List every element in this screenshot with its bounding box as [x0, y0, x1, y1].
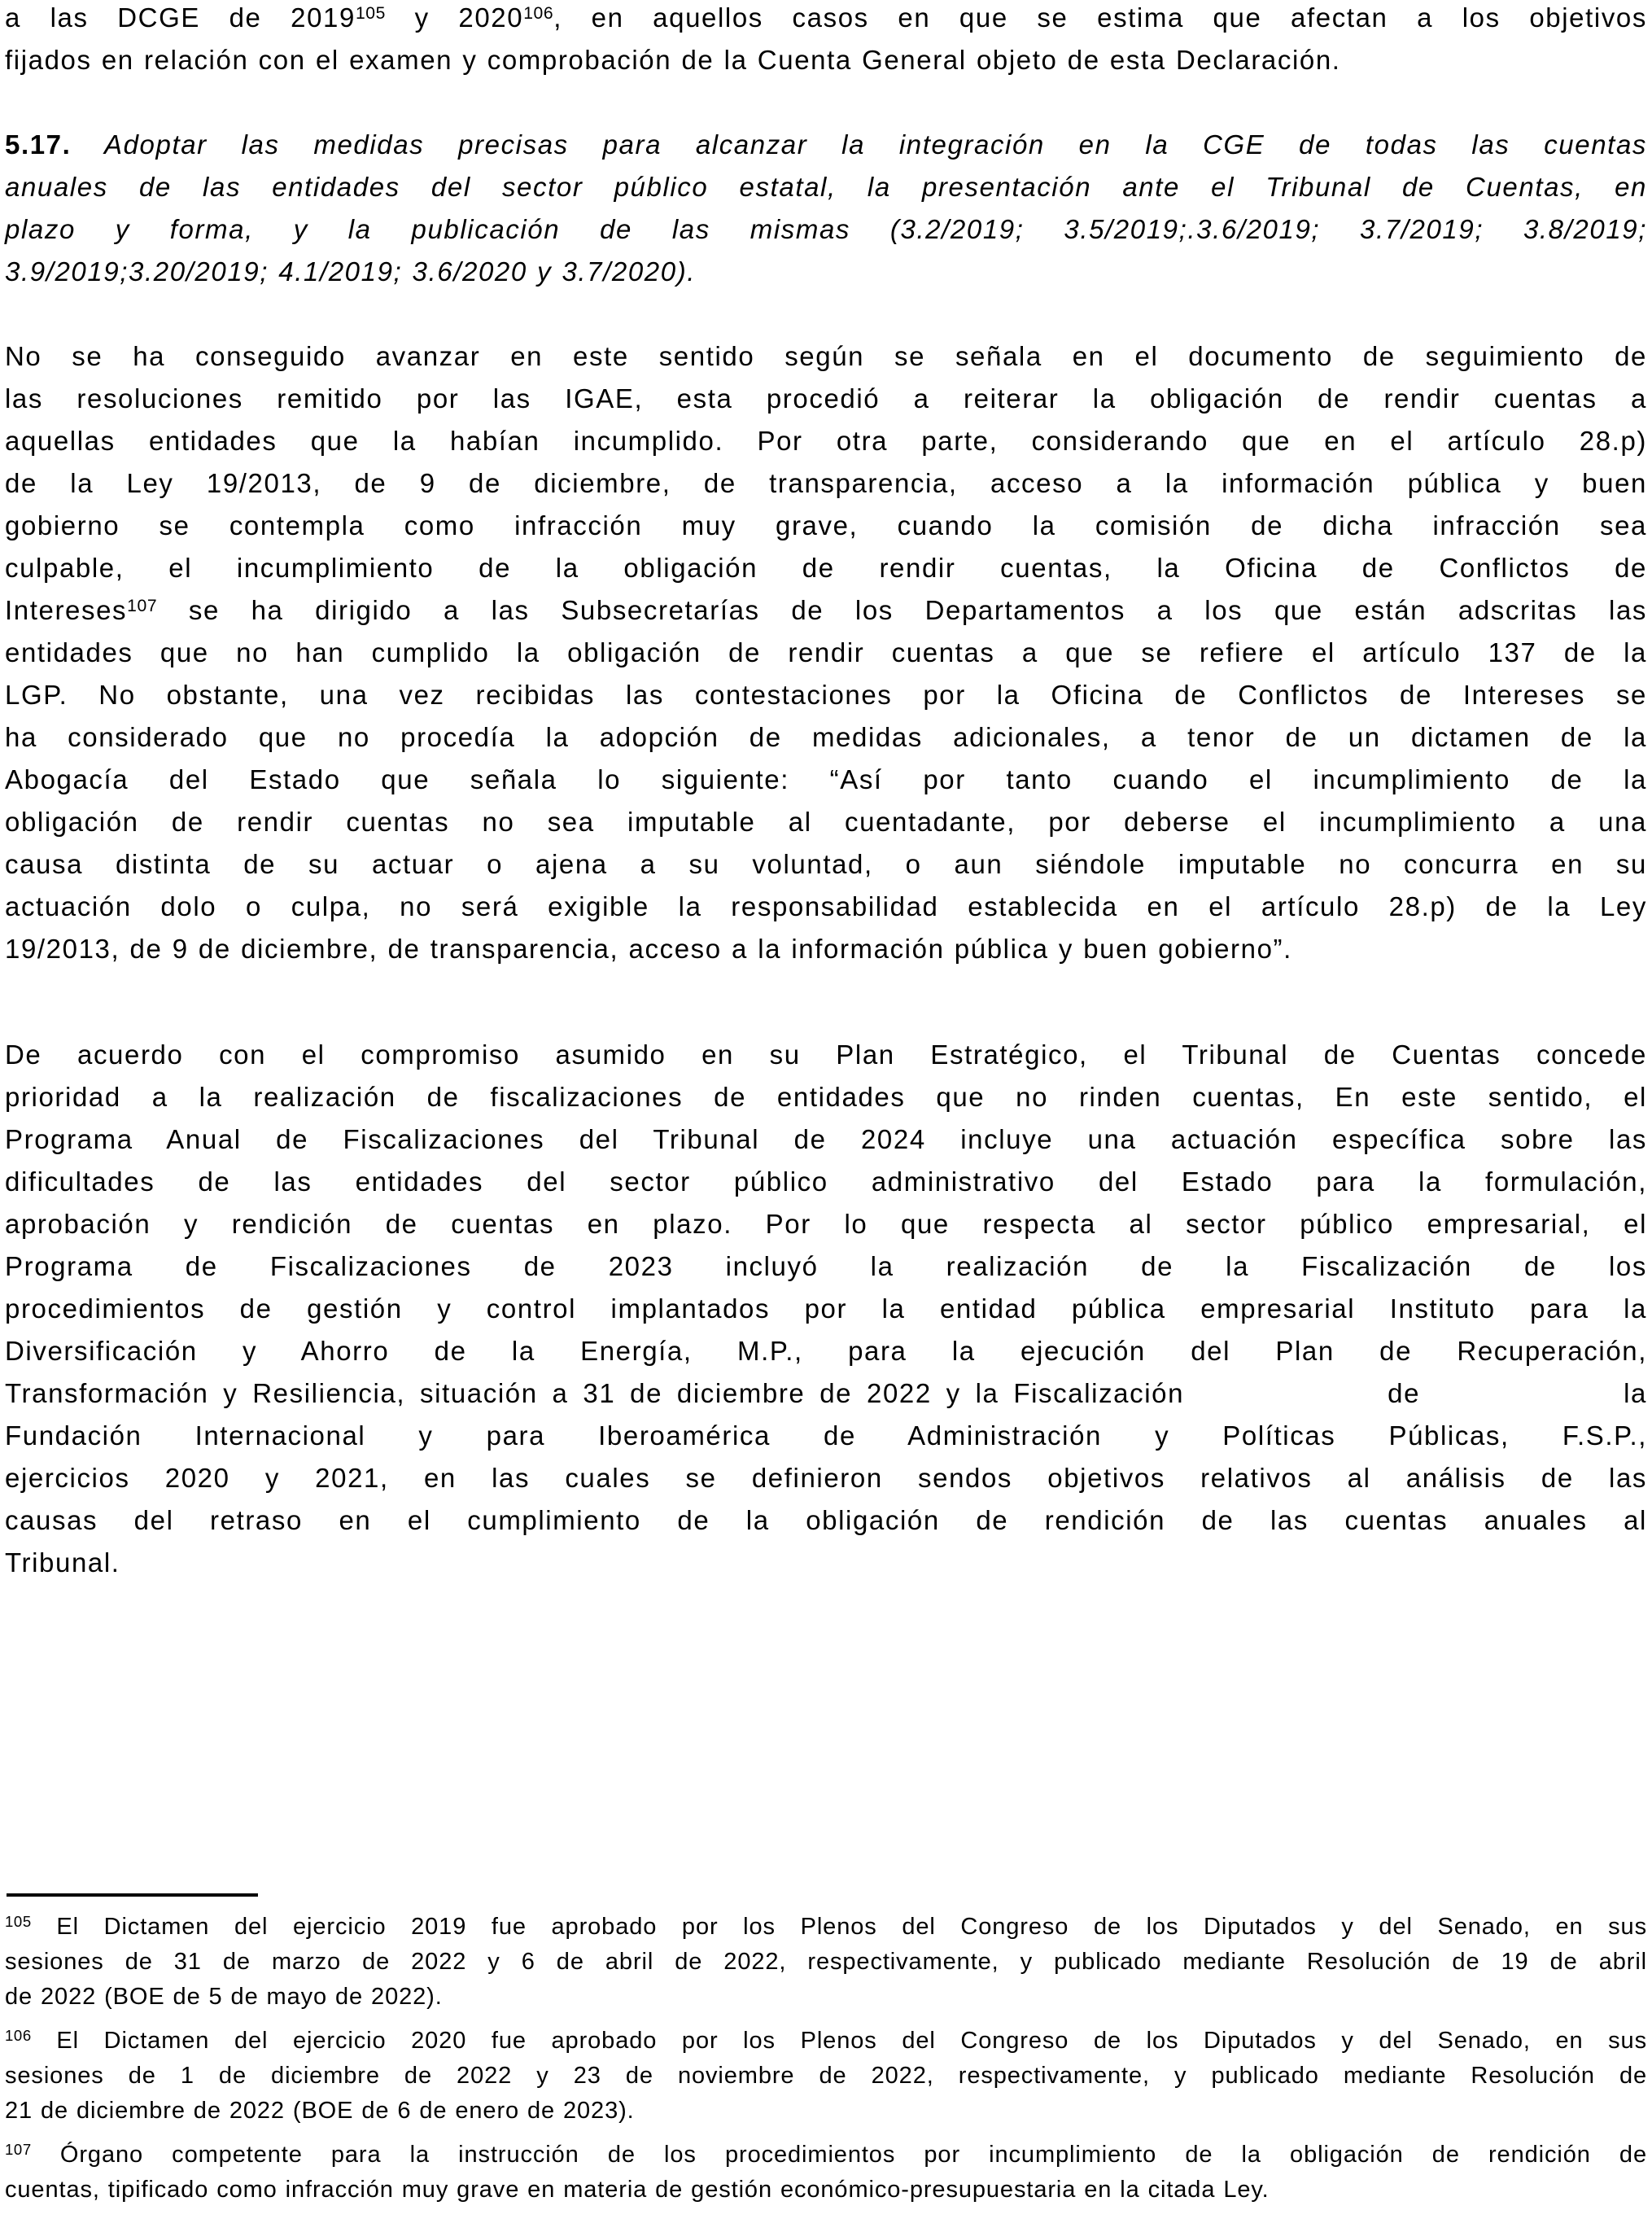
text-line — [5, 1288, 1647, 1330]
text-line — [5, 843, 1647, 886]
text-segment: Órgano competente para la instrucción de los procedimientos por incumplimiento de la obligación de rendición de — [31, 2142, 1647, 2168]
text-segment: Transformación y Resiliencia, situación a 31 de diciembre de 2022 y la Fiscalización de la — [5, 1378, 1647, 1408]
text-segment: 21 de diciembre de 2022 (BOE de 6 de enero de 2023). — [5, 2098, 635, 2124]
text-segment: LGP. No obstante, una vez recibidas las contestaciones por la Oficina de Conflictos de Intereses se — [5, 680, 1647, 710]
text-line — [5, 2094, 1647, 2129]
footnote-reference: 107 — [127, 596, 158, 615]
footnote-107 — [5, 2138, 1647, 2208]
paragraph-p2 — [5, 124, 1647, 293]
text-line — [5, 0, 1647, 39]
text-line — [5, 632, 1647, 674]
text-line — [5, 759, 1647, 801]
text-line — [5, 378, 1647, 420]
text-line — [5, 1372, 1647, 1415]
footnotes-section — [5, 1893, 1647, 2208]
text-line — [5, 1076, 1647, 1118]
text-segment: El Dictamen del ejercicio 2019 fue aprobado por los Plenos del Congreso de los Diputados y del Senado, en sus — [31, 1914, 1647, 1940]
text-segment: El Dictamen del ejercicio 2020 fue aprobado por los Plenos del Congreso de los Diputados y del Senado, en sus — [31, 2028, 1647, 2054]
text-segment: entidades que no han cumplido la obligación de rendir cuentas a que se refiere el artículo 137 de la — [5, 637, 1647, 667]
text-line — [5, 589, 1647, 632]
text-line — [5, 1910, 1647, 1945]
text-line — [5, 886, 1647, 928]
text-line — [5, 2138, 1647, 2173]
body-text — [5, 0, 1647, 1584]
text-segment: cuentas, tipificado como infracción muy grave en materia de gestión económico-presupuestaria en la citada Ley. — [5, 2177, 1270, 2203]
text-segment: Adoptar las medidas precisas para alcanzar la integración en la CGE de todas las cuentas — [71, 129, 1647, 160]
text-segment: Programa de Fiscalizaciones de 2023 incluyó la realización de la Fiscalización de los — [5, 1251, 1647, 1281]
text-line — [5, 124, 1647, 166]
paragraph-p1 — [5, 0, 1647, 81]
text-segment: Tribunal. — [5, 1547, 120, 1578]
text-segment: Intereses — [5, 595, 128, 625]
text-line — [5, 505, 1647, 547]
text-line — [5, 1161, 1647, 1203]
text-line — [5, 420, 1647, 462]
text-line — [5, 251, 1647, 293]
text-segment: Programa Anual de Fiscalizaciones del Tribunal de 2024 incluye una actuación específica sobre las — [5, 1124, 1647, 1154]
text-line — [5, 1457, 1647, 1499]
text-line — [5, 1499, 1647, 1542]
text-segment: 3.9/2019;3.20/2019; 4.1/2019; 3.6/2020 y 3.7/2020). — [5, 256, 697, 287]
text-segment: Fundación Internacional y para Iberoamérica de Administración y Políticas Públicas, F.S.P., — [5, 1420, 1647, 1451]
text-line — [5, 801, 1647, 843]
text-line — [5, 1118, 1647, 1161]
text-line — [5, 39, 1647, 81]
text-segment: sesiones de 1 de diciembre de 2022 y 23 de noviembre de 2022, respectivamente, y publicado mediante Resolución de — [5, 2063, 1647, 2089]
text-segment: de la Ley 19/2013, de 9 de diciembre, de transparencia, acceso a la información pública y buen — [5, 468, 1647, 498]
text-segment: causa distinta de su actuar o ajena a su voluntad, o aun siéndole imputable no concurra en su — [5, 849, 1647, 879]
text-segment: dificultades de las entidades del sector público administrativo del Estado para la formulación, — [5, 1166, 1647, 1197]
text-segment: culpable, el incumplimiento de la obligación de rendir cuentas, la Oficina de Conflictos de — [5, 553, 1647, 583]
text-segment: aprobación y rendición de cuentas en plazo. Por lo que respecta al sector público empresarial, el — [5, 1209, 1647, 1239]
paragraph-p4 — [5, 1034, 1647, 1584]
text-segment: y 2020 — [385, 2, 524, 33]
text-line — [5, 1542, 1647, 1584]
text-segment: De acuerdo con el compromiso asumido en su Plan Estratégico, el Tribunal de Cuentas concede — [5, 1039, 1647, 1070]
text-line — [5, 208, 1647, 251]
text-segment: obligación de rendir cuentas no sea imputable al cuentadante, por deberse el incumplimiento a una — [5, 807, 1647, 837]
text-segment: anuales de las entidades del sector público estatal, la presentación ante el Tribunal de Cuentas, en — [5, 172, 1647, 202]
text-segment: las resoluciones remitido por las IGAE, esta procedió a reiterar la obligación de rendir cuentas a — [5, 383, 1647, 414]
footnote-number: 106 — [5, 2027, 32, 2045]
text-segment: procedimientos de gestión y control implantados por la entidad pública empresarial Instituto para la — [5, 1293, 1647, 1324]
text-line — [5, 462, 1647, 505]
text-segment: Abogacía del Estado que señala lo siguiente: “Así por tanto cuando el incumplimiento de la — [5, 764, 1647, 794]
text-line — [5, 1415, 1647, 1457]
text-line — [5, 1245, 1647, 1288]
text-line — [5, 2173, 1647, 2208]
text-segment: plazo y forma, y la publicación de las mismas (3.2/2019; 3.5/2019;.3.6/2019; 3.7/2019; 3.8/2019; — [5, 214, 1647, 244]
text-segment: 19/2013, de 9 de diciembre, de transparencia, acceso a la información pública y buen gobierno”. — [5, 934, 1292, 964]
text-segment: se ha dirigido a las Subsecretarías de los Departamentos a los que están adscritas las — [157, 595, 1647, 625]
text-segment: actuación dolo o culpa, no será exigible la responsabilidad establecida en el artículo 28.p) de la Ley — [5, 891, 1647, 921]
text-segment: de 2022 (BOE de 5 de mayo de 2022). — [5, 1984, 443, 2010]
text-segment: aquellas entidades que la habían incumplido. Por otra parte, considerando que en el artículo 28.p) — [5, 426, 1647, 456]
text-segment: Diversificación y Ahorro de la Energía, M.P., para la ejecución del Plan de Recuperación, — [5, 1336, 1647, 1366]
text-line — [5, 166, 1647, 208]
paragraph-p3 — [5, 335, 1647, 970]
text-segment: causas del retraso en el cumplimiento de la obligación de rendición de las cuentas anuales al — [5, 1505, 1647, 1535]
text-segment: prioridad a la realización de fiscalizaciones de entidades que no rinden cuentas, En este sentido, el — [5, 1082, 1647, 1112]
text-line — [5, 928, 1647, 970]
text-segment: fijados en relación con el examen y comprobación de la Cuenta General objeto de esta Declaración. — [5, 45, 1341, 75]
text-line — [5, 547, 1647, 589]
text-line — [5, 335, 1647, 378]
footnote-number: 107 — [5, 2141, 32, 2159]
text-segment: ha considerado que no procedía la adopción de medidas adicionales, a tenor de un dictamen de la — [5, 722, 1647, 752]
footnote-reference: 105 — [355, 3, 386, 23]
text-line — [5, 1203, 1647, 1245]
footnote-106 — [5, 2024, 1647, 2129]
text-segment: 5.17. — [5, 129, 72, 160]
footnote-number: 105 — [5, 1913, 32, 1931]
text-segment: sesiones de 31 de marzo de 2022 y 6 de abril de 2022, respectivamente, y publicado mediante Resolución de 19 de abril — [5, 1949, 1647, 1975]
text-line — [5, 1034, 1647, 1076]
text-segment: ejercicios 2020 y 2021, en las cuales se definieron sendos objetivos relativos al análisis de las — [5, 1463, 1647, 1493]
footnote-105 — [5, 1910, 1647, 2015]
text-line — [5, 674, 1647, 716]
text-line — [5, 1980, 1647, 2015]
text-segment: , en aquellos casos en que se estima que afectan a los objetivos — [553, 2, 1647, 33]
text-segment: gobierno se contempla como infracción muy grave, cuando la comisión de dicha infracción sea — [5, 510, 1647, 540]
footnote-separator-rule — [7, 1893, 258, 1897]
text-line — [5, 1945, 1647, 1980]
text-line — [5, 2024, 1647, 2059]
footnote-reference: 106 — [523, 3, 554, 23]
footnotes-list — [5, 1910, 1647, 2208]
text-segment: a las DCGE de 2019 — [5, 2, 356, 33]
text-line — [5, 2059, 1647, 2094]
text-line — [5, 716, 1647, 759]
text-segment: No se ha conseguido avanzar en este sentido según se señala en el documento de seguimiento de — [5, 341, 1647, 371]
text-line — [5, 1330, 1647, 1372]
